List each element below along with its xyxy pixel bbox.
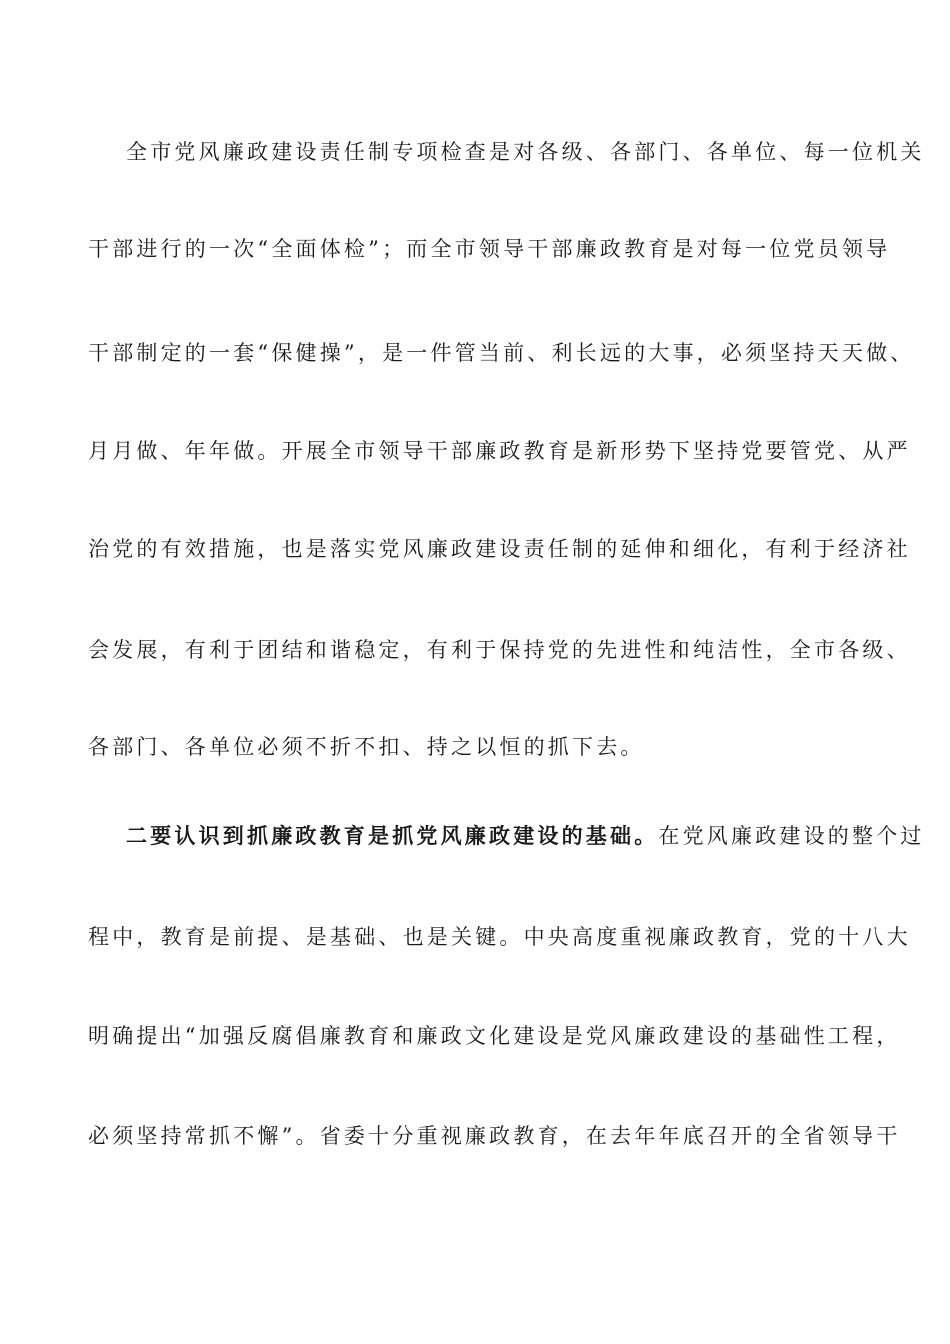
paragraph-2-line-3: 明确提出“加强反腐倡廉教育和廉政文化建设是党风廉政建设的基础性工程， [88, 1024, 901, 1048]
paragraph-2-line-2: 程中，教育是前提、是基础、也是关键。中央高度重视廉政教育，党的十八大 [88, 925, 911, 949]
paragraph-2-heading: 二要认识到抓廉政教育是抓党风廉政建设的基础。 [126, 823, 659, 848]
paragraph-2-line-1 [126, 816, 925, 856]
paragraph-1-line-4: 月月做、年年做。开展全市领导干部廉政教育是新形势下坚持党要管党、从严 [88, 439, 911, 463]
paragraph-2-line-1-rest: 在党风廉政建设的整个过 [658, 824, 925, 848]
paragraph-1-line-7: 各部门、各单位必须不折不扣、持之以恒的抓下去。 [88, 735, 645, 759]
paragraph-1-line-6: 会发展，有利于团结和谐稳定，有利于保持党的先进性和纯洁性，全市各级、 [88, 638, 911, 662]
paragraph-1-line-1: 全市党风廉政建设责任制专项检查是对各级、各部门、各单位、每一位机关 [126, 140, 925, 164]
paragraph-1-line-5: 治党的有效措施，也是落实党风廉政建设责任制的延伸和细化，有利于经济社 [88, 537, 911, 561]
paragraph-2-line-4: 必须坚持常抓不懈”。省委十分重视廉政教育，在去年年底召开的全省领导干 [88, 1124, 901, 1148]
paragraph-1-line-2: 干部进行的一次“全面体检”；而全市领导干部廉政教育是对每一位党员领导 [88, 237, 891, 261]
paragraph-1-line-3: 干部制定的一套“保健操”，是一件管当前、利长远的大事，必须坚持天天做、 [88, 341, 915, 365]
